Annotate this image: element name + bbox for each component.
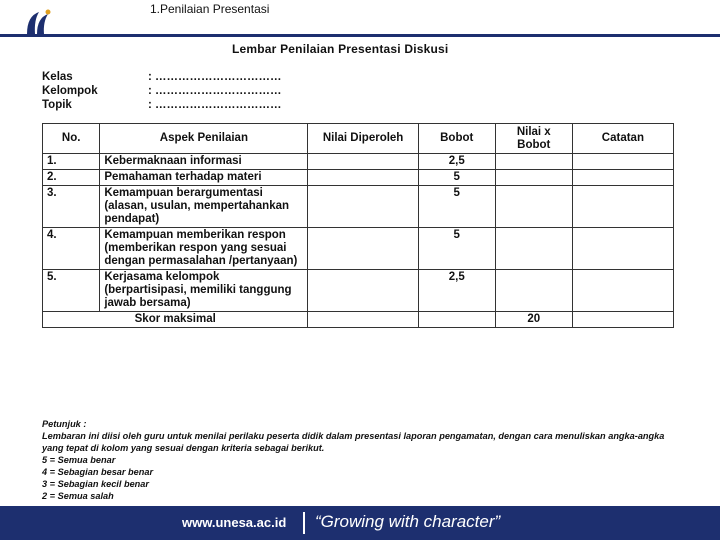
cell-no: 2. — [43, 170, 100, 186]
meta-row-topik — [42, 98, 282, 112]
header-rule — [0, 34, 720, 37]
cell-catatan-input[interactable] — [572, 186, 673, 228]
cell-nilai-input[interactable] — [308, 228, 418, 270]
meta-label: Topik — [42, 99, 72, 111]
header-no: No. — [43, 124, 100, 154]
cell-no: 3. — [43, 186, 100, 228]
meta-label: Kelompok — [42, 85, 98, 97]
meta-fields — [42, 70, 282, 112]
table-row — [43, 228, 674, 270]
slide-title: 1.Penilaian Presentasi — [150, 2, 270, 16]
cell-nilai-x-bobot-input[interactable] — [495, 270, 572, 312]
cell-nilai-x-bobot-input[interactable] — [495, 186, 572, 228]
footer-url: www.unesa.ac.id — [182, 515, 287, 530]
cell-nilai-input[interactable] — [308, 270, 418, 312]
cell-bobot: 5 — [418, 228, 495, 270]
table-header-row — [43, 124, 674, 154]
cell-nilai-input[interactable] — [308, 186, 418, 228]
table-row — [43, 270, 674, 312]
total-value: 20 — [495, 312, 572, 328]
cell-nilai-x-bobot-input[interactable] — [495, 154, 572, 170]
table-row — [43, 154, 674, 170]
meta-value: : …………………………… — [148, 99, 282, 111]
header-nilai: Nilai Diperoleh — [308, 124, 418, 154]
meta-row-kelompok — [42, 84, 282, 98]
cell-nilai-x-bobot-input[interactable] — [495, 228, 572, 270]
cell-aspek: Kemampuan memberikan respon (memberikan respon yang sesuai dengan permasalahan /pertanyaan) — [100, 228, 308, 270]
cell-aspek: Kebermaknaan informasi — [100, 154, 308, 170]
instructions-title: Petunjuk : — [42, 419, 87, 429]
cell-no: 1. — [43, 154, 100, 170]
header-catatan: Catatan — [572, 124, 673, 154]
cell-aspek: Kemampuan berargumentasi (alasan, usulan, mempertahankan pendapat) — [100, 186, 308, 228]
cell-catatan-input[interactable] — [572, 170, 673, 186]
header-aspek: Aspek Penilaian — [100, 124, 308, 154]
criteria-item: 5 = Semua benar — [42, 455, 116, 465]
cell-no: 5. — [43, 270, 100, 312]
cell-bobot: 5 — [418, 186, 495, 228]
criteria-item: 4 = Sebagian besar benar — [42, 467, 154, 477]
cell-nilai-input[interactable] — [308, 154, 418, 170]
meta-value: : …………………………… — [148, 85, 282, 97]
footer-divider — [303, 512, 305, 534]
footer-bar — [0, 506, 720, 540]
instructions-body: Lembaran ini diisi oleh guru untuk menilai perilaku peserta didik dalam presentasi laporan pengamatan, dengan cara menuliskan angka-angka yang tepat di kolom yang sesuai dengan kriteria sebagai berikut. — [42, 431, 665, 453]
cell-catatan-input[interactable] — [572, 154, 673, 170]
total-catatan-cell — [572, 312, 673, 328]
header-bobot: Bobot — [418, 124, 495, 154]
cell-aspek: Pemahaman terhadap materi — [100, 170, 308, 186]
footer-motto: “Growing with character” — [315, 512, 501, 531]
instructions — [42, 418, 674, 502]
cell-catatan-input[interactable] — [572, 228, 673, 270]
total-nilai-cell — [308, 312, 418, 328]
cell-aspek: Kerjasama kelompok (berpartisipasi, memiliki tanggung jawab bersama) — [100, 270, 308, 312]
cell-catatan-input[interactable] — [572, 270, 673, 312]
cell-bobot: 5 — [418, 170, 495, 186]
cell-bobot: 2,5 — [418, 270, 495, 312]
unesa-logo-icon — [24, 8, 54, 36]
total-bobot-cell — [418, 312, 495, 328]
document-title: Lembar Penilaian Presentasi Diskusi — [232, 42, 449, 56]
criteria-item: 2 = Semua salah — [42, 491, 114, 501]
cell-nilai-input[interactable] — [308, 170, 418, 186]
table-row — [43, 170, 674, 186]
cell-no: 4. — [43, 228, 100, 270]
top-bar — [0, 0, 720, 36]
table-total-row — [43, 312, 674, 328]
meta-value: : …………………………… — [148, 71, 282, 83]
meta-row-kelas — [42, 70, 282, 84]
assessment-table — [42, 123, 674, 328]
table-row — [43, 186, 674, 228]
cell-nilai-x-bobot-input[interactable] — [495, 170, 572, 186]
cell-bobot: 2,5 — [418, 154, 495, 170]
meta-label: Kelas — [42, 71, 73, 83]
total-label: Skor maksimal — [43, 312, 308, 328]
criteria-item: 3 = Sebagian kecil benar — [42, 479, 149, 489]
header-nilai-x-bobot: Nilai x Bobot — [495, 124, 572, 154]
